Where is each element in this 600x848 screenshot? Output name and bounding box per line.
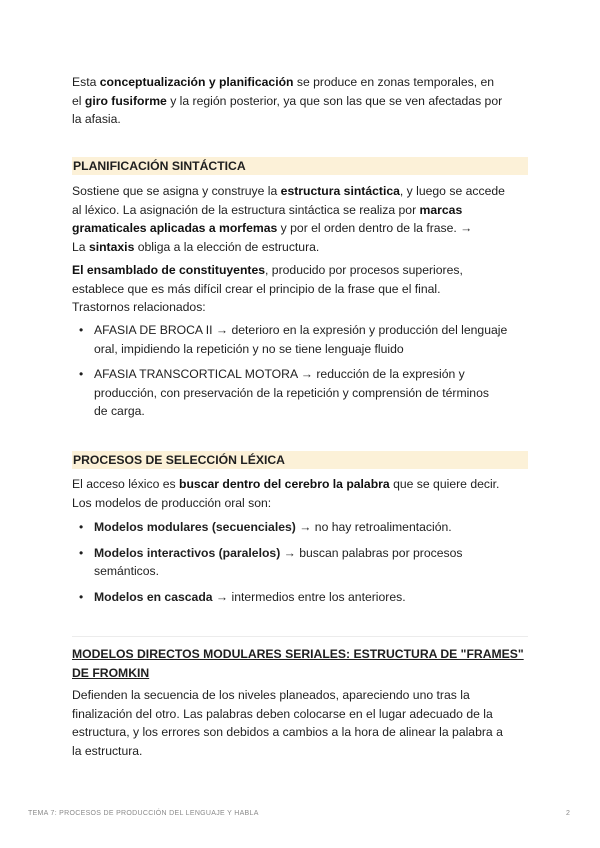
text-line: la estructura. [72, 743, 143, 758]
page-number: 2 [566, 810, 570, 817]
list-item-line: semánticos. [94, 564, 160, 578]
bold-text: giro fusiforme [84, 93, 167, 108]
divider [72, 636, 528, 637]
text: , producido por procesos superiores, [265, 263, 463, 277]
bold-text: Modelos en cascada [94, 589, 213, 604]
bullet-icon: • [79, 545, 84, 560]
bold-text: marcas [419, 202, 463, 217]
bold-text: Modelos interactivos (paralelos) [94, 545, 281, 560]
text: obliga a la elección de estructura. [134, 239, 320, 254]
intro-paragraph [72, 73, 528, 129]
section-heading: PLANIFICACIÓN SINTÁCTICA [72, 157, 528, 175]
bold-text: sintaxis [88, 239, 135, 254]
list-item-line: producción, con preservación de la repetición y comprensión de términos [94, 385, 489, 400]
text: al léxico. La asignación de la estructura sintáctica se realiza por [72, 202, 420, 217]
text: La [72, 239, 89, 254]
text-line: finalización del otro. Las palabras deben colocarse en el lugar adecuado de la [72, 706, 493, 721]
bullet-icon: • [79, 323, 84, 337]
text: Los modelos de producción oral son: [72, 495, 272, 510]
list-item-line: oral, impidiendo la repetición y no se tiene lenguaje fluido [94, 341, 404, 356]
text-line: estructura, y los errores son debidos a cambios a la hora de alinear la palabra a [72, 725, 503, 739]
lexica-paragraph [72, 475, 528, 512]
bold-text: estructura sintáctica [280, 184, 400, 198]
list-item-line: AFASIA TRANSCORTICAL MOTORA → reducción de la expresión y [94, 367, 465, 381]
list-item [72, 365, 528, 421]
text: → no hay retroalimentación. [295, 520, 452, 534]
section-fromkin [72, 645, 528, 682]
fromkin-paragraph [72, 686, 528, 760]
list-item [72, 588, 528, 607]
bold-text: Modelos modulares (secuenciales) [94, 520, 296, 534]
text: , y luego se accede [399, 184, 505, 198]
modelos-list [72, 518, 528, 606]
text: establece que es más difícil crear el principio de la frase que el final. [72, 281, 441, 296]
section-planificacion-sintactica [72, 157, 528, 175]
trastornos-list [72, 321, 528, 421]
text: y la región posterior, ya que son las que se ven afectadas por [166, 93, 503, 108]
bold-text: conceptualización y planificación [99, 75, 294, 89]
bold-text: gramaticales aplicadas a morfemas [72, 221, 278, 235]
section-heading: DE FROMKIN [72, 665, 150, 680]
bullet-icon: • [79, 367, 84, 381]
text: Sostiene que se asigna y construye la [72, 184, 281, 198]
section-heading: MODELOS DIRECTOS MODULARES SERIALES: ESTRUCTURA DE "FRAMES" [72, 647, 524, 661]
section-seleccion-lexica [72, 451, 528, 469]
text: → buscan palabras por procesos [280, 545, 463, 560]
list-item [72, 321, 528, 358]
bold-text: buscar dentro del cerebro la palabra [179, 477, 390, 491]
footer-title: TEMA 7: PROCESOS DE PRODUCCIÓN DEL LENGUAJE Y HABLA [28, 810, 259, 817]
text: y por el orden dentro de la frase. → [277, 221, 473, 235]
bullet-icon: • [79, 589, 84, 604]
text: Trastornos relacionados: [72, 300, 206, 314]
list-item [72, 518, 528, 537]
text: El acceso léxico es [72, 477, 180, 491]
sintactica-paragraph-1 [72, 182, 528, 256]
text: se produce en zonas temporales, en [293, 75, 495, 89]
sintactica-paragraph-2 [72, 261, 528, 317]
section-heading: PROCESOS DE SELECCIÓN LÉXICA [72, 451, 528, 469]
list-item-line: AFASIA DE BROCA II → deterioro en la expresión y producción del lenguaje [94, 323, 508, 337]
text: Esta [72, 75, 100, 89]
bullet-icon: • [79, 520, 84, 534]
text: que se quiere decir. [389, 477, 500, 491]
text: el [72, 93, 85, 108]
text: la afasia. [72, 112, 121, 126]
text-line: Defienden la secuencia de los niveles planeados, apareciendo uno tras la [72, 688, 470, 702]
list-item [72, 544, 528, 581]
text: → intermedios entre los anteriores. [212, 589, 406, 604]
bold-text: El ensamblado de constituyentes [72, 263, 266, 277]
list-item-line: de carga. [94, 404, 145, 418]
